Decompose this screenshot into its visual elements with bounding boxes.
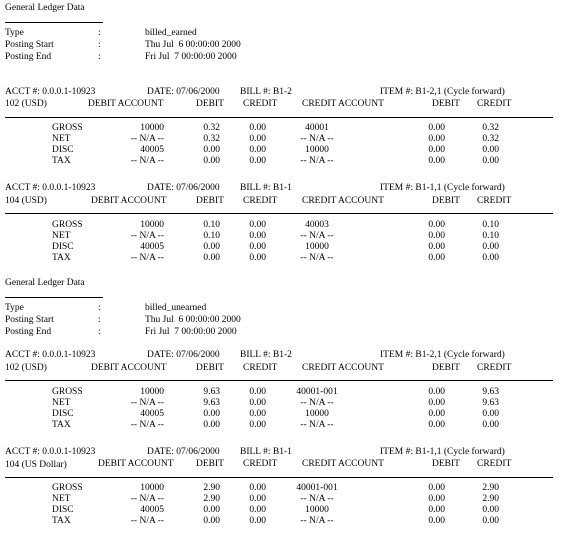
cell-debit: 0.00: [203, 420, 220, 430]
account-currency: 104 (USD): [5, 196, 47, 206]
meta-label-posting-end: Posting End: [5, 327, 52, 337]
row-type: NET: [52, 231, 71, 241]
cell-debit-account: 10000: [140, 387, 164, 397]
cell-debit: 0.00: [203, 409, 220, 419]
cell-credit-account: 40001: [305, 123, 329, 133]
header-credit-account: CREDIT ACCOUNT: [302, 363, 384, 373]
header-debit: DEBIT: [432, 363, 460, 373]
cell-credit-account: 10000: [305, 145, 329, 155]
account-currency: 102 (USD): [5, 99, 47, 109]
cell-debit: 0.00: [203, 505, 220, 515]
cell-credit: 0.00: [249, 420, 266, 430]
cell-credit: 0.00: [249, 398, 266, 408]
cell-debit: 0.32: [203, 134, 220, 144]
header-credit: CREDIT: [243, 459, 278, 469]
cell-credit-account: 10000: [305, 505, 329, 515]
header-credit: CREDIT: [477, 99, 512, 109]
cell-debit: 9.63: [203, 387, 220, 397]
header-credit: CREDIT: [477, 459, 512, 469]
section-title: General Ledger Data: [5, 3, 85, 13]
cell-debit: 0.00: [428, 387, 445, 397]
row-type: DISC: [52, 145, 74, 155]
header-debit-account: DEBIT ACCOUNT: [98, 459, 174, 469]
cell-credit: 0.00: [482, 145, 499, 155]
cell-debit: 0.00: [428, 516, 445, 526]
meta-value-type: billed_unearned: [145, 303, 207, 313]
row-type: GROSS: [52, 387, 83, 397]
cell-credit-account: -- N/A --: [300, 516, 334, 526]
header-credit: CREDIT: [243, 363, 278, 373]
meta-label-type: Type: [5, 303, 24, 313]
acct-number: ACCT #: 0.0.0.1-10923: [5, 447, 96, 457]
cell-debit: 2.90: [203, 483, 220, 493]
row-type: DISC: [52, 409, 74, 419]
section-title: General Ledger Data: [5, 278, 85, 288]
meta-label-posting-end: Posting End: [5, 52, 52, 62]
header-debit-account: DEBIT ACCOUNT: [91, 196, 167, 206]
cell-debit-account: -- N/A --: [130, 231, 164, 241]
row-type: TAX: [52, 156, 71, 166]
header-rule: [5, 477, 553, 478]
meta-colon: :: [98, 327, 101, 337]
row-type: GROSS: [52, 483, 83, 493]
cell-debit: 0.00: [428, 398, 445, 408]
cell-credit-account: 10000: [305, 242, 329, 252]
cell-credit: 9.63: [482, 398, 499, 408]
acct-number: ACCT #: 0.0.0.1-10923: [5, 183, 96, 193]
cell-credit: 2.90: [482, 494, 499, 504]
cell-debit: 0.00: [428, 409, 445, 419]
header-debit-account: DEBIT ACCOUNT: [91, 363, 167, 373]
header-debit: DEBIT: [196, 99, 224, 109]
cell-credit: 0.32: [482, 134, 499, 144]
cell-credit-account: -- N/A --: [300, 156, 334, 166]
cell-credit-account: -- N/A --: [300, 398, 334, 408]
cell-debit-account: -- N/A --: [130, 516, 164, 526]
cell-credit: 0.00: [249, 242, 266, 252]
cell-credit: 0.00: [482, 409, 499, 419]
cell-credit: 0.00: [482, 420, 499, 430]
cell-debit: 0.00: [203, 156, 220, 166]
cell-credit: 0.00: [482, 156, 499, 166]
cell-credit: 0.00: [249, 145, 266, 155]
header-rule: [5, 213, 553, 214]
cell-credit: 9.63: [482, 387, 499, 397]
cell-credit-account: -- N/A --: [300, 231, 334, 241]
header-credit-account: CREDIT ACCOUNT: [302, 459, 384, 469]
row-type: NET: [52, 494, 71, 504]
meta-colon: :: [98, 315, 101, 325]
cell-credit: 0.00: [249, 516, 266, 526]
header-credit: CREDIT: [243, 99, 278, 109]
cell-credit: 0.00: [249, 483, 266, 493]
meta-value-posting-end: Fri Jul 7 00:00:00 2000: [145, 327, 237, 337]
cell-debit-account: -- N/A --: [130, 134, 164, 144]
cell-debit-account: 10000: [140, 483, 164, 493]
cell-debit-account: 10000: [140, 220, 164, 230]
cell-credit: 0.10: [482, 231, 499, 241]
header-credit: CREDIT: [477, 363, 512, 373]
entry-date: DATE: 07/06/2000: [147, 447, 220, 457]
row-type: GROSS: [52, 123, 83, 133]
header-rule: [5, 380, 553, 381]
row-type: NET: [52, 398, 71, 408]
header-debit: DEBIT: [196, 196, 224, 206]
cell-debit: 0.10: [203, 220, 220, 230]
row-type: GROSS: [52, 220, 83, 230]
meta-value-type: billed_earned: [145, 28, 197, 38]
cell-credit: 0.10: [482, 220, 499, 230]
cell-credit-account: -- N/A --: [300, 494, 334, 504]
cell-debit-account: -- N/A --: [130, 253, 164, 263]
row-type: TAX: [52, 253, 71, 263]
cell-debit: 0.00: [428, 242, 445, 252]
account-currency: 104 (US Dollar): [5, 460, 67, 470]
meta-value-posting-end: Fri Jul 7 00:00:00 2000: [145, 52, 237, 62]
cell-credit-account: 10000: [305, 409, 329, 419]
meta-colon: :: [98, 303, 101, 313]
meta-label-type: Type: [5, 28, 24, 38]
item-number: ITEM #: B1-2,1 (Cycle forward): [380, 87, 505, 97]
cell-credit: 0.00: [249, 231, 266, 241]
header-debit: DEBIT: [432, 459, 460, 469]
cell-debit: 0.00: [203, 145, 220, 155]
cell-credit: 0.00: [482, 242, 499, 252]
cell-debit: 0.00: [428, 134, 445, 144]
bill-number: BILL #: B1-1: [240, 447, 292, 457]
header-credit: CREDIT: [243, 196, 278, 206]
cell-debit: 0.00: [203, 253, 220, 263]
header-credit-account: CREDIT ACCOUNT: [302, 196, 384, 206]
item-number: ITEM #: B1-2,1 (Cycle forward): [380, 350, 505, 360]
row-type: NET: [52, 134, 71, 144]
cell-credit-account: -- N/A --: [300, 420, 334, 430]
cell-credit: 0.00: [249, 156, 266, 166]
header-credit: CREDIT: [477, 196, 512, 206]
cell-credit: 0.32: [482, 123, 499, 133]
cell-debit-account: 40005: [140, 505, 164, 515]
bill-number: BILL #: B1-2: [240, 350, 292, 360]
cell-debit: 0.00: [203, 516, 220, 526]
cell-debit: 0.00: [428, 420, 445, 430]
header-rule: [5, 117, 553, 118]
row-type: DISC: [52, 505, 74, 515]
acct-number: ACCT #: 0.0.0.1-10923: [5, 87, 96, 97]
cell-credit: 0.00: [249, 494, 266, 504]
cell-credit-account: -- N/A --: [300, 134, 334, 144]
cell-debit: 2.90: [203, 494, 220, 504]
header-credit-account: CREDIT ACCOUNT: [302, 99, 384, 109]
meta-colon: :: [98, 28, 101, 38]
cell-debit: 0.00: [428, 145, 445, 155]
cell-debit: 0.00: [428, 220, 445, 230]
cell-debit-account: -- N/A --: [130, 156, 164, 166]
cell-credit: 0.00: [249, 505, 266, 515]
account-currency: 102 (USD): [5, 363, 47, 373]
cell-credit-account: 40001-001: [296, 483, 338, 493]
cell-credit: 0.00: [482, 516, 499, 526]
bill-number: BILL #: B1-2: [240, 87, 292, 97]
header-debit-account: DEBIT ACCOUNT: [88, 99, 164, 109]
cell-credit: 0.00: [482, 505, 499, 515]
title-underline: [5, 22, 103, 23]
cell-credit: 0.00: [249, 409, 266, 419]
cell-credit: 0.00: [482, 253, 499, 263]
cell-debit: 0.00: [428, 231, 445, 241]
meta-label-posting-start: Posting Start: [5, 315, 54, 325]
cell-debit-account: 40005: [140, 409, 164, 419]
entry-date: DATE: 07/06/2000: [147, 183, 220, 193]
cell-debit: 0.10: [203, 231, 220, 241]
cell-credit: 2.90: [482, 483, 499, 493]
header-debit: DEBIT: [196, 363, 224, 373]
cell-credit: 0.00: [249, 253, 266, 263]
cell-debit-account: 10000: [140, 123, 164, 133]
cell-credit-account: 40001-001: [296, 387, 338, 397]
cell-debit: 0.00: [203, 242, 220, 252]
meta-value-posting-start: Thu Jul 6 00:00:00 2000: [145, 40, 241, 50]
cell-debit-account: 40005: [140, 145, 164, 155]
meta-colon: :: [98, 40, 101, 50]
cell-debit-account: -- N/A --: [130, 494, 164, 504]
bill-number: BILL #: B1-1: [240, 183, 292, 193]
item-number: ITEM #: B1-1,1 (Cycle forward): [380, 183, 505, 193]
cell-credit: 0.00: [249, 123, 266, 133]
meta-value-posting-start: Thu Jul 6 00:00:00 2000: [145, 315, 241, 325]
row-type: DISC: [52, 242, 74, 252]
cell-debit-account: 40005: [140, 242, 164, 252]
cell-credit: 0.00: [249, 387, 266, 397]
cell-credit: 0.00: [249, 220, 266, 230]
title-underline: [5, 297, 103, 298]
header-debit: DEBIT: [196, 459, 224, 469]
cell-debit-account: -- N/A --: [130, 420, 164, 430]
cell-debit: 0.00: [428, 505, 445, 515]
cell-debit: 0.00: [428, 253, 445, 263]
cell-debit: 0.00: [428, 156, 445, 166]
cell-credit-account: 40003: [305, 220, 329, 230]
row-type: TAX: [52, 516, 71, 526]
header-debit: DEBIT: [432, 99, 460, 109]
acct-number: ACCT #: 0.0.0.1-10923: [5, 350, 96, 360]
item-number: ITEM #: B1-1,1 (Cycle forward): [380, 447, 505, 457]
entry-date: DATE: 07/06/2000: [147, 87, 220, 97]
row-type: TAX: [52, 420, 71, 430]
cell-debit: 0.00: [428, 123, 445, 133]
cell-debit-account: -- N/A --: [130, 398, 164, 408]
cell-debit: 0.00: [428, 483, 445, 493]
cell-debit: 0.32: [203, 123, 220, 133]
cell-credit-account: -- N/A --: [300, 253, 334, 263]
cell-debit: 9.63: [203, 398, 220, 408]
meta-colon: :: [98, 52, 101, 62]
cell-debit: 0.00: [428, 494, 445, 504]
cell-credit: 0.00: [249, 134, 266, 144]
header-debit: DEBIT: [432, 196, 460, 206]
entry-date: DATE: 07/06/2000: [147, 350, 220, 360]
meta-label-posting-start: Posting Start: [5, 40, 54, 50]
